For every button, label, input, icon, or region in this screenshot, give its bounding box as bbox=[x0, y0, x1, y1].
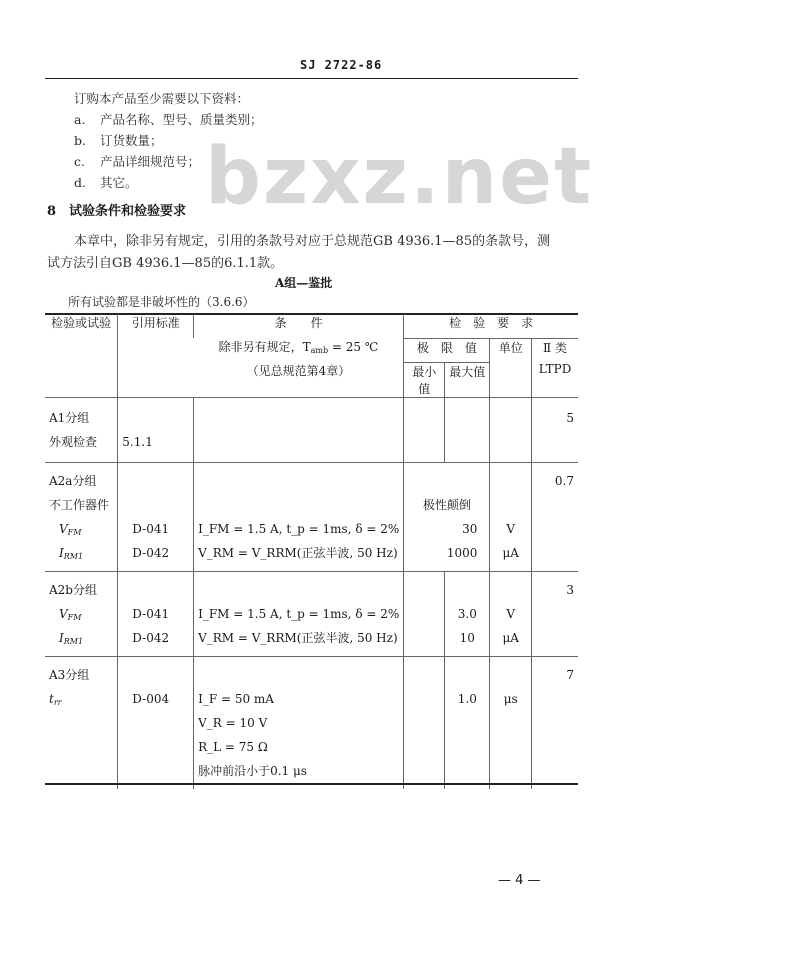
col-header-max: 最大值 bbox=[445, 362, 490, 397]
parameter-symbol: $I_{RM1}$ bbox=[59, 545, 84, 561]
ordering-item-marker: a. bbox=[74, 112, 86, 127]
ltpd-value: 7 bbox=[566, 667, 574, 682]
polarity-note: 极性颠倒 bbox=[422, 497, 471, 512]
unit-value: V bbox=[506, 606, 516, 621]
unit-value: μs bbox=[503, 691, 518, 706]
ordering-intro: 订购本产品至少需要以下资料： bbox=[74, 91, 250, 106]
document-number: SJ 2722-86 bbox=[300, 58, 383, 72]
ordering-item-marker: c. bbox=[74, 154, 85, 169]
col-header-test: 检验或试验 bbox=[45, 314, 118, 397]
subgroup-label: A2a分组 bbox=[49, 473, 97, 488]
section-title: 试验条件和检验要求 bbox=[69, 204, 187, 219]
ordering-item-b bbox=[74, 131, 163, 149]
max-value: 30 bbox=[462, 521, 478, 536]
unit-value: V bbox=[506, 521, 516, 536]
test-condition: I_FM = 1.5 A, t_p = 1ms, δ = 2% bbox=[198, 521, 400, 536]
header-rule bbox=[45, 78, 578, 79]
parameter-symbol: $V_{FM}$ bbox=[59, 606, 82, 622]
subgroup-label: A1分组 bbox=[49, 410, 90, 425]
section-heading bbox=[47, 200, 186, 219]
col-header-requirements: 检 验 要 求 bbox=[404, 314, 578, 338]
test-condition: I_F = 50 mA bbox=[198, 691, 274, 706]
ltpd-value: 5 bbox=[566, 410, 574, 425]
device-state: 不工作器件 bbox=[49, 497, 110, 512]
table-row-a2b bbox=[45, 571, 578, 656]
section-paragraph-line1: 本章中，除非另有规定，引用的条款号对应于总规范GB 4936.1—85的条款号，测 bbox=[74, 234, 551, 249]
ordering-item-a bbox=[74, 110, 263, 128]
table-title: A组—鉴批 bbox=[275, 276, 333, 290]
ordering-item-text: 订货数量； bbox=[100, 133, 163, 148]
page-number: — 4 — bbox=[498, 873, 541, 888]
ltpd-value: 3 bbox=[566, 582, 574, 597]
section-paragraph-line2: 试方法引自GB 4936.1—85的6.1.1款。 bbox=[47, 256, 284, 271]
conditions-default: 除非另有规定，$T_{amb} = 25$ ℃ bbox=[218, 340, 379, 355]
ordering-item-d bbox=[74, 173, 138, 191]
unit-value: μA bbox=[502, 545, 519, 560]
group-a-table bbox=[45, 314, 578, 789]
table-row-a1 bbox=[45, 397, 578, 462]
test-condition: V_RM = V_RRM(正弦半波, 50 Hz) bbox=[198, 630, 398, 645]
table-note: 所有试验都是非破坏性的（3.6.6） bbox=[68, 295, 255, 309]
col-header-class: Ⅱ 类 bbox=[532, 338, 578, 362]
col-header-min: 最小值 bbox=[404, 362, 445, 397]
ordering-item-text: 产品详细规范号； bbox=[100, 154, 201, 169]
test-condition: I_FM = 1.5 A, t_p = 1ms, δ = 2% bbox=[198, 606, 400, 621]
subgroup-label: A3分组 bbox=[49, 667, 90, 682]
max-value: 10 bbox=[459, 630, 475, 645]
test-name: 外观检查 bbox=[49, 434, 98, 449]
table-row-a3 bbox=[45, 656, 578, 789]
reference-standard: D-042 bbox=[132, 630, 170, 645]
reference-standard: 5.1.1 bbox=[122, 434, 153, 449]
test-condition: 脉冲前沿小于0.1 μs bbox=[198, 763, 307, 778]
ordering-item-marker: b. bbox=[74, 133, 86, 148]
reference-standard: D-041 bbox=[132, 606, 170, 621]
max-value: 1000 bbox=[446, 545, 478, 560]
watermark: bzxz.net bbox=[205, 132, 594, 222]
col-header-conditions: 条 件 bbox=[194, 314, 404, 338]
test-condition: R_L = 75 Ω bbox=[198, 739, 268, 754]
reference-standard: D-041 bbox=[132, 521, 170, 536]
test-condition: V_RM = V_RRM(正弦半波, 50 Hz) bbox=[198, 545, 398, 560]
reference-standard: D-004 bbox=[132, 691, 170, 706]
col-header-unit: 单位 bbox=[490, 338, 532, 397]
unit-value: μA bbox=[502, 630, 519, 645]
parameter-symbol: $V_{FM}$ bbox=[59, 521, 82, 537]
section-number: 8 bbox=[47, 204, 57, 219]
table-bottom-rule bbox=[45, 783, 578, 785]
col-header-ref: 引用标准 bbox=[118, 314, 194, 397]
subgroup-label: A2b分组 bbox=[49, 582, 97, 597]
max-value: 3.0 bbox=[457, 606, 477, 621]
ordering-item-text: 其它。 bbox=[100, 175, 138, 190]
reference-standard: D-042 bbox=[132, 545, 170, 560]
conditions-reference: （见总规范第4章） bbox=[194, 362, 404, 397]
ordering-item-text: 产品名称、型号、质量类别； bbox=[100, 112, 263, 127]
parameter-symbol: $I_{RM1}$ bbox=[59, 630, 84, 646]
col-header-ltpd: LTPD bbox=[532, 362, 578, 397]
test-condition: V_R = 10 V bbox=[198, 715, 268, 730]
max-value: 1.0 bbox=[457, 691, 477, 706]
ordering-item-c bbox=[74, 152, 200, 170]
parameter-symbol: $t_{rr}$ bbox=[49, 691, 62, 707]
ltpd-value: 0.7 bbox=[554, 473, 574, 488]
table-row-a2a bbox=[45, 462, 578, 571]
ordering-item-marker: d. bbox=[74, 175, 86, 190]
col-header-limits: 极 限 值 bbox=[404, 338, 490, 362]
